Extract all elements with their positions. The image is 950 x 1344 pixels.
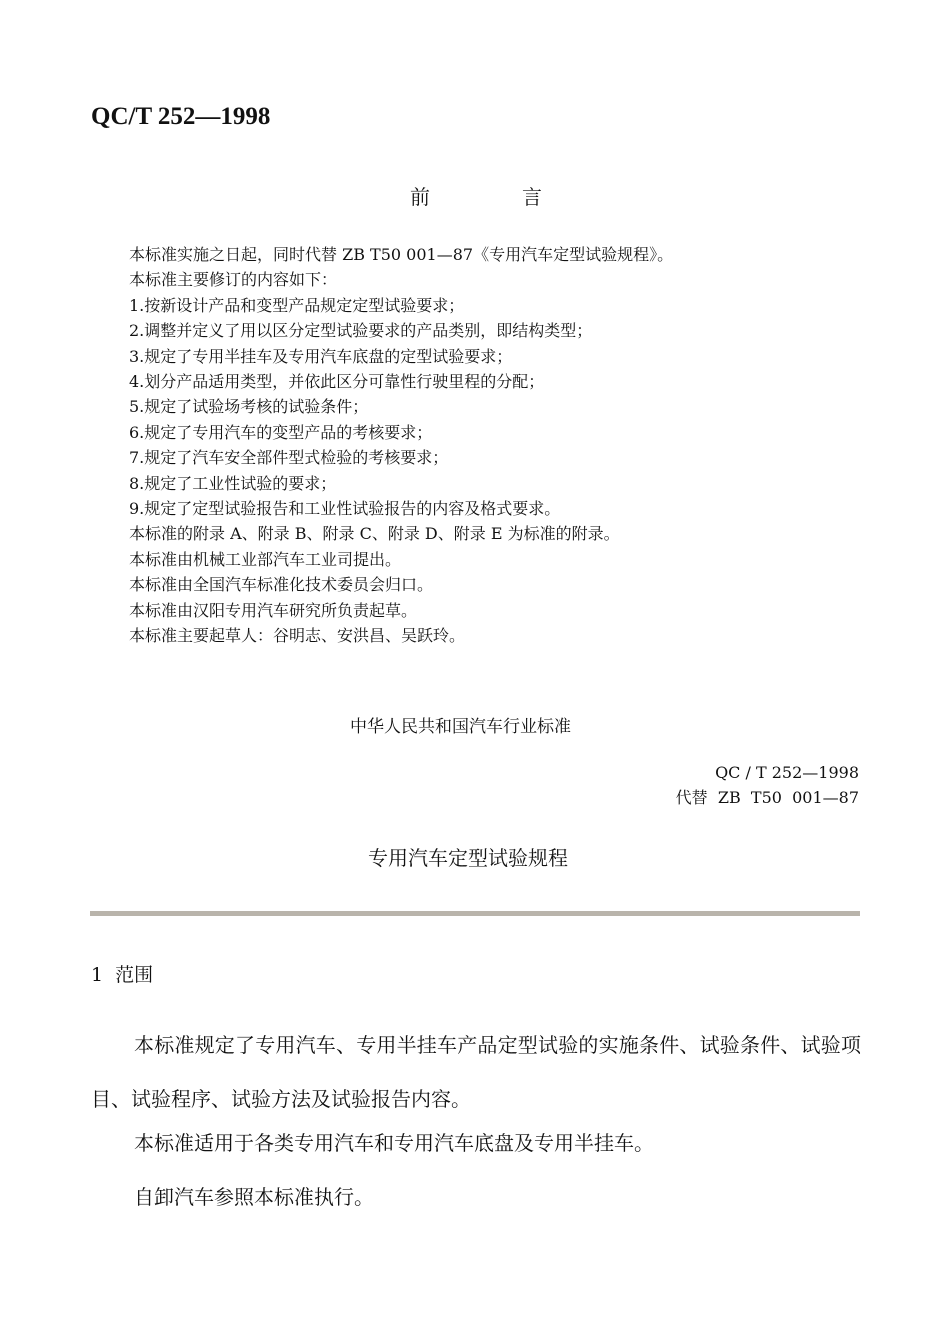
foreword-line: 本标准的附录 A、附录 B、附录 C、附录 D、附录 E 为标准的附录。	[129, 524, 620, 544]
foreword-line: 4.划分产品适用类型，并依此区分可靠性行驶里程的分配；	[129, 372, 545, 392]
standard-code-header: QC/T 252—1998	[91, 103, 271, 130]
replaced-standard: 代替 ZB T50 001—87	[675, 788, 859, 807]
standard-codes	[676, 760, 859, 810]
foreword-line: 本标准由机械工业部汽车工业司提出。	[129, 549, 402, 569]
document-title: 专用汽车定型试验规程	[368, 846, 568, 870]
foreword-line: 9.规定了定型试验报告和工业性试验报告的内容及格式要求。	[129, 499, 561, 519]
foreword-line: 本标准主要起草人：谷明志、安洪昌、吴跃玲。	[129, 626, 466, 646]
foreword-line: 本标准由全国汽车标准化技术委员会归口。	[129, 575, 434, 595]
scope-paragraph: 自卸汽车参照本标准执行。	[134, 1185, 374, 1209]
foreword-line: 本标准主要修订的内容如下：	[129, 270, 338, 290]
standard-number: QC / T 252—1998	[715, 763, 859, 782]
foreword-line: 7.规定了汽车安全部件型式检验的考核要求；	[129, 448, 449, 468]
scope-paragraph: 本标准适用于各类专用汽车和专用汽车底盘及专用半挂车。	[134, 1131, 654, 1155]
foreword-line: 8.规定了工业性试验的要求；	[129, 473, 337, 493]
foreword-line: 本标准实施之日起，同时代替 ZB T50 001—87《专用汽车定型试验规程》。	[129, 245, 674, 264]
scope-paragraph: 本标准规定了专用汽车、专用半挂车产品定型试验的实施条件、试验条件、试验项目、试验程序、试验方法及试验报告内容。	[91, 1033, 861, 1111]
foreword-title: 前言	[410, 185, 634, 209]
title-divider	[90, 911, 860, 916]
foreword-line: 5.规定了试验场考核的试验条件；	[129, 397, 369, 417]
foreword-line: 1.按新设计产品和变型产品规定定型试验要求；	[129, 295, 465, 315]
foreword-line: 6.规定了专用汽车的变型产品的考核要求；	[129, 422, 433, 442]
foreword-line: 本标准由汉阳专用汽车研究所负责起草。	[129, 600, 418, 620]
foreword-list	[129, 242, 889, 649]
foreword-line: 2.调整并定义了用以区分定型试验要求的产品类别，即结构类型；	[129, 321, 593, 341]
foreword-line: 3.规定了专用半挂车及专用汽车底盘的定型试验要求；	[129, 346, 513, 366]
section-heading-scope: 1 范围	[91, 964, 154, 986]
issuing-organization: 中华人民共和国汽车行业标准	[350, 717, 571, 737]
